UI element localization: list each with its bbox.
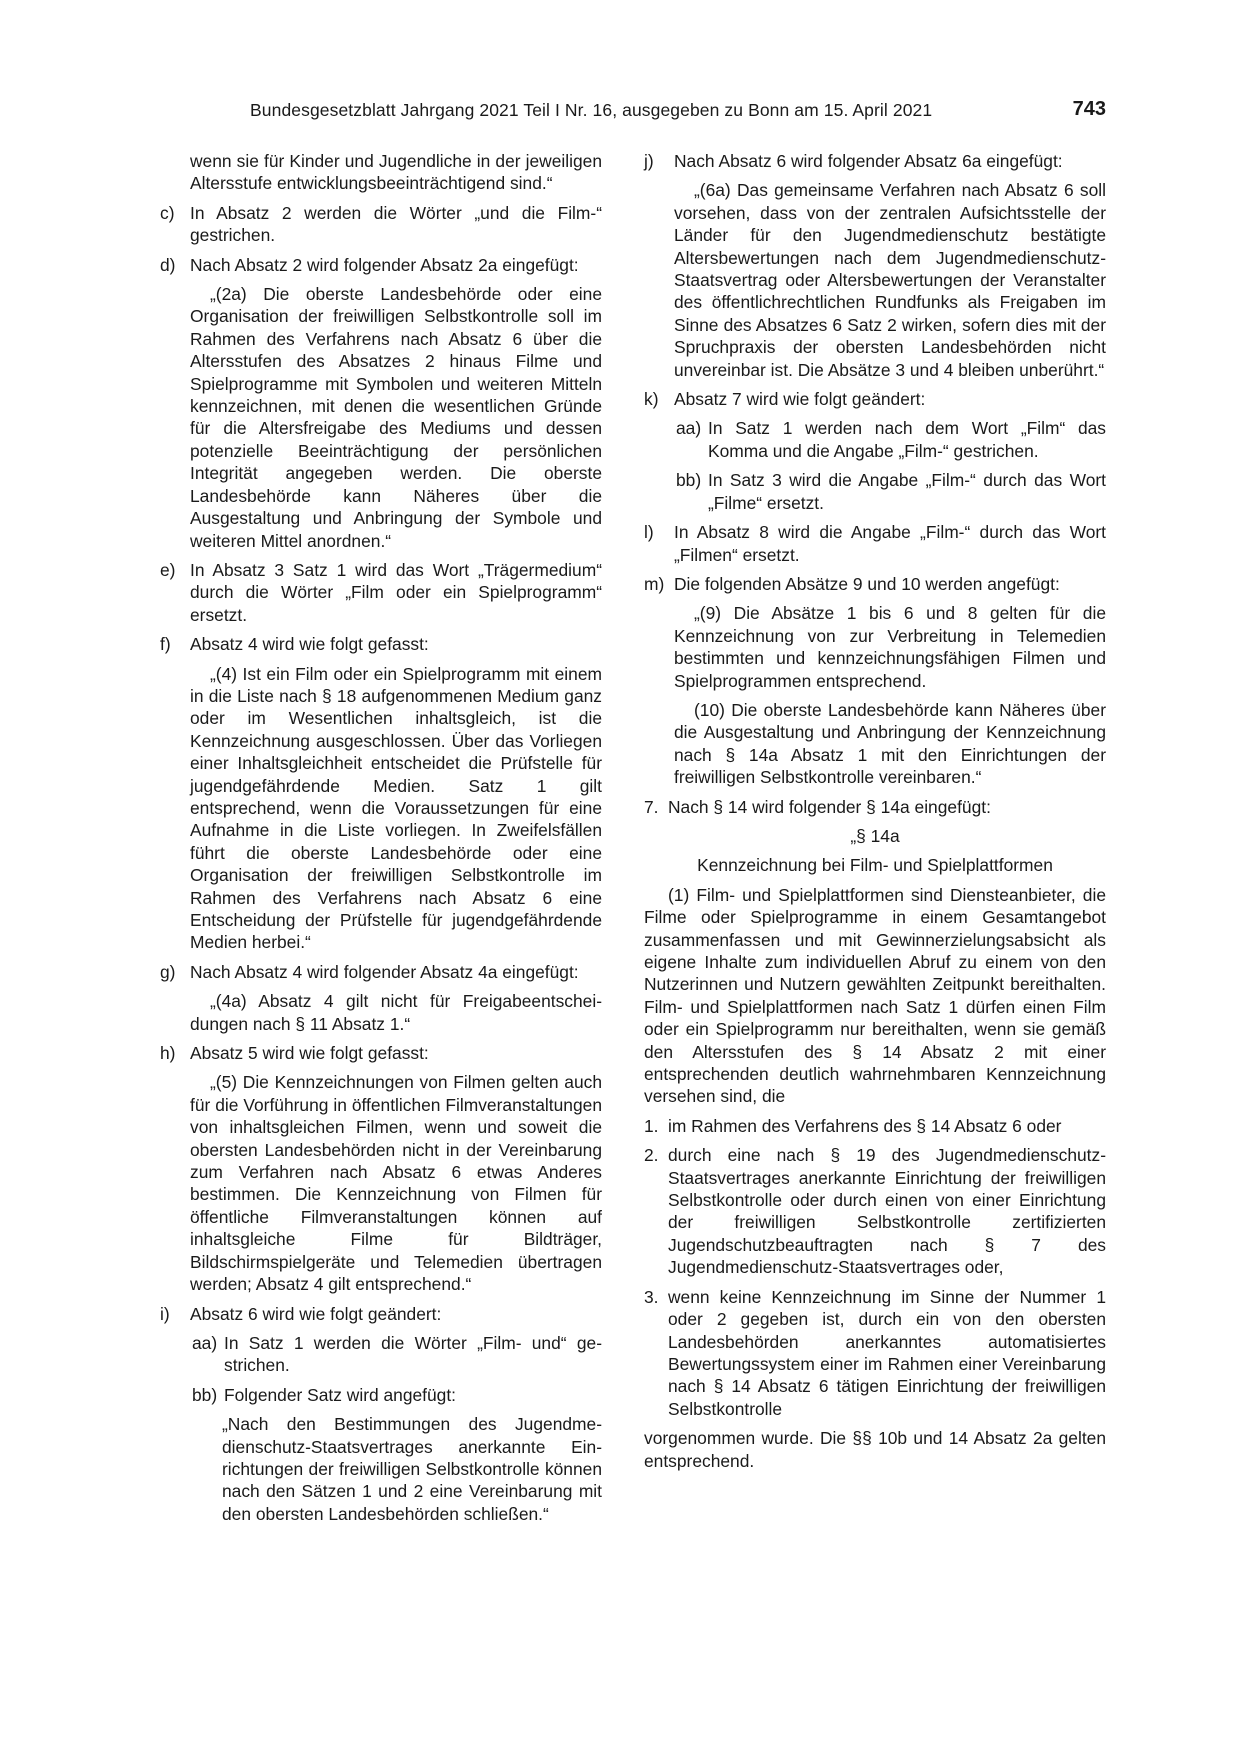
item-j-marker: j) [644,151,654,171]
item-c [160,202,602,247]
list-item-3-text: wenn keine Kennzeichnung im Sinne der Nummer 1 oder 2 gegeben ist, durch ein von den obersten Landesbehörden anerkanntes automatisiertes Bewertungssystem einer im Rahmen einer Vereinbarung nach § 14 Absatz 6 tätigen Einrichtung der freiwilligen Selbstkontrolle [668,1286,1106,1419]
list-item-1 [644,1115,1106,1137]
item-c-marker: c) [160,202,175,223]
list-item-3 [644,1286,1106,1420]
item-k-text: Absatz 7 wird wie folgt geändert: [674,389,926,410]
item-k-bb [644,469,1106,514]
item-7-marker: 7. [644,796,659,817]
list-item-1-text: im Rahmen des Verfahrens des § 14 Absatz 6 oder [668,1115,1062,1136]
item-f-quote: „(4) Ist ein Film oder ein Spielprogramm mit einem in die Liste nach § 18 aufgenommenen Medium ganz oder im Wesentlichen inhaltsgleich, ist die Kennzeichnung ausgeschlossen. Über das Vorliegen einer Inhaltsgleichheit entscheidet die Prüfstelle für jugendgefährdende Medien. Satz 1 gilt entsprechend, wenn die Voraussetzungen für eine Aufnahme in die Liste vorliegen. In Zweifelsfällen führt die oberste Landesbehörde oder eine Organisation der freiwilligen Selbstkontrolle im Rahmen des Verfahrens nach Absatz 6 eine Entscheidung der Prüfstelle für jugendgefährdende Medien herbei.“ [190,663,602,953]
header-title: Bundesgesetzblatt Jahrgang 2021 Teil I Nr. 16, ausgegeben zu Bonn am 15. April 2021 [250,100,933,120]
item-f [160,633,602,655]
item-k-aa-marker: aa) [676,418,702,439]
item-f-text: Absatz 4 wird wie folgt gefasst: [190,634,429,655]
list-item-3-marker: 3. [644,1286,659,1307]
item-m-quote-10: (10) Die oberste Landesbehörde kann Näheres über die Ausgestaltung und Anbringung der Kennzeichnung nach § 14a Absatz 1 mit den Einrichtungen der freiwilligen Selbstkontrolle vereinbaren.“ [674,699,1106,788]
item-j-text: Nach Absatz 6 wird folgender Absatz 6a eingefügt: [674,151,1063,171]
item-m [644,573,1106,595]
item-i-bb-text: Folgender Satz wird angefügt: [224,1384,457,1405]
item-7-text: Nach § 14 wird folgender § 14a eingefügt: [668,796,991,817]
item-m-marker: m) [644,573,665,594]
item-7 [644,796,1106,818]
item-i-text: Absatz 6 wird wie folgt geändert: [190,1303,442,1324]
item-m-text: Die folgenden Absätze 9 und 10 werden angefügt: [674,573,1060,594]
item-e [160,559,602,626]
continuation-text: wenn sie für Kinder und Jugendliche in der jeweiligen Altersstufe entwicklungsbeeinträchtigend sind.“ [190,151,602,194]
item-e-marker: e) [160,559,176,580]
item-g-text: Nach Absatz 4 wird folgender Absatz 4a eingefügt: [190,961,579,982]
item-h-quote: „(5) Die Kennzeichnungen von Filmen gelten auch für die Vorführung in öffentlichen Filmveranstaltungen von inhaltsgleichen Filmen, wenn und soweit die obersten Landesbehörden nicht in der Vereinbarung zum Verfahren nach Absatz 6 etwas Anderes bestimmen. Die Kennzeichnung von Filmen für öffentliche Filmveranstaltungen können auf inhaltsgleiche Filme für Bildträger, Bildschirmspielgeräte und Telemedien übertragen werden; Absatz 4 gilt entsprechend.“ [190,1072,602,1295]
item-d [160,254,602,276]
item-i-bb-marker: bb) [192,1384,218,1405]
item-h-text: Absatz 5 wird wie folgt gefasst: [190,1043,429,1064]
item-g [160,961,602,983]
list-item-2-text: durch eine nach § 19 des Jugendmedienschutz-Staatsvertrages anerkannte Einrichtung der freiwilligen Selbstkontrolle oder durch einen von einer Einrichtung der freiwilligen Selbstkontrolle zertifizierten Jugendschutzbeauftragten nach § 7 des Jugendmedienschutz-Staatsvertrages oder, [668,1145,1106,1278]
section-title: Kennzeichnung bei Film- und Spielplattformen [697,855,1053,876]
item-i-bb [160,1384,602,1406]
page-header [250,100,1106,130]
item-k-aa-text: In Satz 1 werden nach dem Wort „Film“ das Komma und die Angabe „Film-“ gestrichen. [708,418,1106,461]
closing-text: vorgenommen wurde. Die §§ 10b und 14 Absatz 2a gelten entsprechend. [644,1428,1106,1471]
right-column [644,150,1106,1472]
item-d-text: Nach Absatz 2 wird folgender Absatz 2a eingefügt: [190,254,579,275]
item-m-quote-9: „(9) Die Absätze 1 bis 6 und 8 gelten für die Kennzeichnung von zur Verbreitung in Telemedien bestimmten und kennzeichnungsfähigen Filmen und Spielprogrammen entsprechend. [674,603,1106,691]
item-k-marker: k) [644,389,659,410]
item-i-aa-marker: aa) [192,1332,218,1353]
section-paragraph-1: (1) Film- und Spielplattformen sind Diensteanbieter, die Filme oder Spielprogramme in einem Gesamtangebot zusammenfassen und mit Gewinnerzielungsabsicht als eigene Inhalte zum individuellen Abruf zu einem von den Nutzerinnen und Nutzern gewählten Zeitpunkt bereithalten. Film- und Spielplattformen nach Satz 1 dürfen einen Film oder ein Spielprogramm nur bereithalten, wenn sie gemäß den Altersstufen des § 14 Absatz 2 mit einer entsprechenden deutlich wahrnehmbaren Kennzeichnung versehen sind, die [644,884,1106,1107]
item-j [644,150,1106,172]
item-l-text: In Absatz 8 wird die Angabe „Film-“ durch das Wort „Filmen“ ersetzt. [674,522,1106,565]
item-k-bb-text: In Satz 3 wird die Angabe „Film-“ durch das Wort „Filme“ ersetzt. [708,470,1106,513]
item-g-quote: „(4a) Absatz 4 gilt nicht für Freigabeentscheidungen nach § 11 Absatz 1.“ [190,991,602,1034]
item-d-marker: d) [160,254,176,275]
list-item-2 [644,1144,1106,1278]
item-l-marker: l) [644,522,654,543]
item-i [160,1303,602,1325]
item-h-marker: h) [160,1043,176,1064]
left-column [160,150,602,1532]
item-k [644,388,1106,410]
page-number: 743 [1072,98,1106,120]
item-k-aa [644,417,1106,462]
item-i-aa [160,1332,602,1377]
item-j-quote: „(6a) Das gemeinsame Verfahren nach Absatz 6 soll vorsehen, dass von der zentralen Aufsichtsstelle der Länder für den Jugendmedienschutz bestätigte Altersbewertungen nach dem Jugendmedienschutz-Staatsvertrag oder Altersbewertungen der Veranstalter des öffentlichrechtlichen Rundfunks als Freigaben im Sinne des Absatzes 6 Satz 2 wirken, sofern dies mit der Spruchpraxis der obersten Landesbehörden nicht unvereinbar ist. Die Absätze 3 und 4 bleiben unberührt.“ [674,180,1106,380]
item-h [160,1042,602,1064]
item-i-aa-text: In Satz 1 werden die Wörter „Film- und“ gestrichen. [224,1332,602,1376]
item-k-bb-marker: bb) [676,470,702,491]
section-number: „§ 14a [850,825,900,846]
item-l [644,521,1106,566]
item-c-text: In Absatz 2 werden die Wörter „und die Film-“ gestrichen. [190,202,602,246]
item-f-marker: f) [160,634,171,655]
list-item-1-marker: 1. [644,1115,659,1136]
item-e-text: In Absatz 3 Satz 1 wird das Wort „Trägermedium“ durch die Wörter „Film oder ein Spielprogramm“ ersetzt. [190,559,602,625]
item-d-quote: „(2a) Die oberste Landesbehörde oder eine Organisation der freiwilligen Selbstkontrolle soll im Rahmen des Verfahrens nach Absatz 6 über die Altersstufen des Absatzes 2 hinaus Filme und Spielprogramme mit Symbolen und weiteren Mitteln kennzeichnen, mit denen die wesentlichen Gründe für die Altersfreigabe des Mediums und dessen potenzielle Beeinträchtigung der persönlichen Integrität angegeben werden. Die oberste Landesbehörde kann Näheres über die Ausgestaltung und Anbringung der Symbole und weiteren Mittel anordnen.“ [190,284,602,551]
item-i-bb-quote: „Nach den Bestimmungen des Jugendmedienschutz-Staatsvertrages anerkannte Einrichtungen der freiwilligen Selbstkontrolle können nach den Sätzen 1 und 2 eine Vereinbarung mit den obersten Landesbehörden schließen.“ [222,1414,602,1524]
list-item-2-marker: 2. [644,1145,659,1166]
item-g-marker: g) [160,961,176,982]
item-i-marker: i) [160,1303,170,1324]
